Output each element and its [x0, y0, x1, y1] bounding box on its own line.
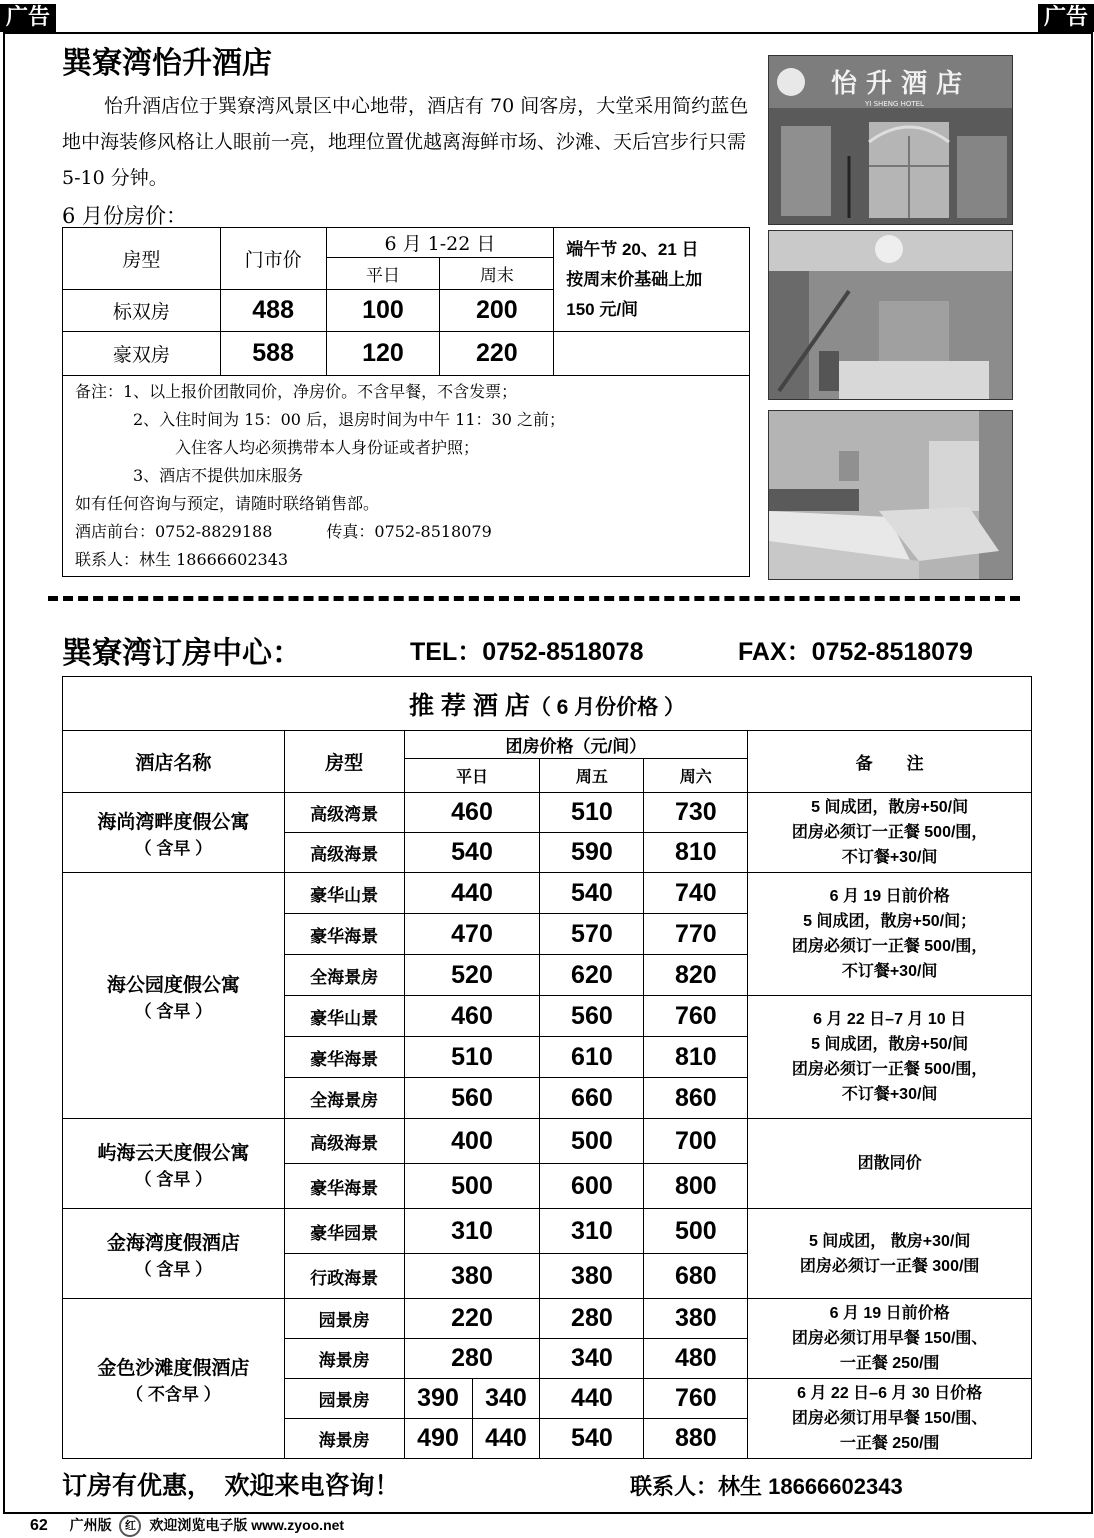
hotel-title: 巽寮湾怡升酒店 — [62, 46, 272, 81]
hotel-name-cell: 金海湾度假酒店 （ 含早 ） — [63, 1209, 285, 1299]
table-row: 金海湾度假酒店 （ 含早 ） 豪华园景 310 310 500 5 间成团， 散房+30/间 团房必须订一正餐 300/围 — [63, 1209, 1032, 1254]
recommended-hotels-table: 推 荐 酒 店（ 6 月份价格 ） 酒店名称 房型 团房价格（元/间） 备 注 平日 周五 周六 海尚湾畔度假公寓 （ 含早 ） 高级湾景 460 510 730 5 间成团，散房+50/间 团房必须订一正餐 500/围， 不订餐+30/间 高级海景 540 590 810 海公园度假公寓 （ 含早 ） 豪华山景 440 540 740 6 月 19 日前价格 5 间成团，散房+50/间； 团房必须订一正餐 500/围， 不订餐+30/间 豪华海景 470 570 770 全海景房 520 620 820 豪华山景 460 560 760 6 月 22 日–7 月 10 日 5 间成团，散房+50/间 团房必须订一正餐 500/围， 不订餐+30/间 豪华海景 510 610 810 全海景房 560 660 860 屿海云天度假公寓 （ 含早 ） 高级海景 400 500 700 团散同价 豪华海景 500 600 800 金海湾度假酒店 （ 含早 ） 豪华园景 310 310 500 5 间成团， 散房+30/间 团房必须订一正餐 300/围 行政海景 380 380 680 金色沙滩度假酒店 （ 不含早 ） 园景房 220 280 380 6 月 19 日前价格 团房必须订用早餐 150/围、 一正餐 250/围 海景房 280 340 480 园景房 390 340 440 760 6 月 22 日–6 月 30 日价格 团房必须订用早餐 150/围、 一正餐 250/围 海景房 490 440 540 880 — [62, 676, 1032, 1459]
badge-icon: 红 — [119, 1515, 141, 1537]
ad-label-right: 广告 — [1038, 4, 1094, 32]
booking-header — [62, 628, 1022, 671]
table-row: 高级海景 540 590 810 — [63, 833, 1032, 873]
table-row: 园景房 390 340 440 760 6 月 22 日–6 月 30 日价格 团房必须订用早餐 150/围、 一正餐 250/围 — [63, 1379, 1032, 1419]
remark-cell: 6 月 22 日–6 月 30 日价格 团房必须订用早餐 150/围、 一正餐 250/围 — [748, 1379, 1032, 1459]
booking-title: 巽寮湾订房中心： — [62, 636, 302, 671]
festival-note: 端午节 20、21 日 按周末价基础上加 150 元/间 — [554, 228, 750, 332]
remark-cell: 6 月 19 日前价格 5 间成团，散房+50/间； 团房必须订一正餐 500/围， 不订餐+30/间 — [748, 873, 1032, 996]
price-title: 6 月份房价： — [62, 204, 188, 228]
table-row: 豪华海景 500 600 800 — [63, 1164, 1032, 1209]
page-footer — [30, 1515, 344, 1537]
table-row: 行政海景 380 380 680 — [63, 1254, 1032, 1299]
table-row: 标双房 488 100 200 — [63, 290, 750, 332]
table-row: 豪华山景 460 560 760 6 月 22 日–7 月 10 日 5 间成团，散房+50/间 团房必须订一正餐 500/围， 不订餐+30/间 — [63, 996, 1032, 1037]
table-row: 全海景房 520 620 820 — [63, 955, 1032, 996]
remark-cell: 6 月 19 日前价格 团房必须订用早餐 150/围、 一正餐 250/围 — [748, 1299, 1032, 1379]
hotel-notes: 备注：1、以上报价团散同价，净房价。不含早餐，不含发票； 2、入住时间为 15：00 后，退房时间为中午 11：30 之前； 入住客人均必须携带本人身份证或者护照； 3、酒店不提供加床服务 如有任何咨询与预定，请随时联络销售部。 酒店前台：0752-8829188 传真：0752-8518079 联系人：林生 18666602343 — [63, 376, 750, 577]
booking-tel: TEL：0752-8518078 — [410, 638, 644, 666]
section-divider — [48, 596, 1020, 601]
edition: 广州版 — [69, 1517, 112, 1533]
ad-label-left: 广告 — [0, 4, 56, 32]
svg-text:YI SHENG HOTEL: YI SHENG HOTEL — [865, 100, 924, 108]
footer-slogan: 订房有优惠， 欢迎来电咨询！ — [62, 1472, 400, 1500]
slogan: 欢迎浏览电子版 — [149, 1517, 248, 1533]
site-url[interactable]: www.zyoo.net — [251, 1517, 345, 1533]
col-rack-rate: 门市价 — [220, 228, 326, 290]
table-row: 金色沙滩度假酒店 （ 不含早 ） 园景房 220 280 380 6 月 19 日前价格 团房必须订用早餐 150/围、 一正餐 250/围 — [63, 1299, 1032, 1339]
hotel-lobby-photo — [768, 230, 1013, 400]
table-row: 海景房 490 440 540 880 — [63, 1419, 1032, 1459]
remark-cell: 5 间成团， 散房+30/间 团房必须订一正餐 300/围 — [748, 1209, 1032, 1299]
page-number: 62 — [30, 1517, 48, 1534]
col-weekday: 平日 — [326, 258, 440, 290]
remark-cell: 团散同价 — [748, 1119, 1032, 1209]
col-weekend: 周末 — [440, 258, 554, 290]
hotel-intro: 怡升酒店位于巽寮湾风景区中心地带，酒店有 70 间客房，大堂采用简约蓝色地中海装修风格让人眼前一亮，地理位置优越离海鲜市场、沙滩、天后宫步行只需 5-10 分钟。 — [62, 95, 749, 189]
remark-cell: 6 月 22 日–7 月 10 日 5 间成团，散房+50/间 团房必须订一正餐 500/围， 不订餐+30/间 — [748, 996, 1032, 1119]
table-row: 海公园度假公寓 （ 含早 ） 豪华山景 440 540 740 6 月 19 日前价格 5 间成团，散房+50/间； 团房必须订一正餐 500/围， 不订餐+30/间 — [63, 873, 1032, 914]
hotel-facade-photo — [768, 55, 1013, 225]
table-row: 全海景房 560 660 860 — [63, 1078, 1032, 1119]
remark-cell: 5 间成团，散房+50/间 团房必须订一正餐 500/围， 不订餐+30/间 — [748, 793, 1032, 873]
table-row: 屿海云天度假公寓 （ 含早 ） 高级海景 400 500 700 团散同价 — [63, 1119, 1032, 1164]
table-row: 豪华海景 510 610 810 — [63, 1037, 1032, 1078]
table-row: 豪华海景 470 570 770 — [63, 914, 1032, 955]
hotel-name-cell: 金色沙滩度假酒店 （ 不含早 ） — [63, 1299, 285, 1459]
table-title: 推 荐 酒 店（ 6 月份价格 ） — [63, 677, 1032, 731]
hotel-name-cell: 海尚湾畔度假公寓 （ 含早 ） — [63, 793, 285, 873]
hotel-name-cell: 海公园度假公寓 （ 含早 ） — [63, 873, 285, 1119]
footer-contact: 联系人：林生 18666602343 — [630, 1474, 903, 1499]
table-row: 豪双房 588 120 220 — [63, 332, 750, 376]
col-room-type: 房型 — [63, 228, 221, 290]
booking-fax: FAX：0752-8518079 — [738, 638, 973, 666]
hotel-price-table — [62, 227, 750, 577]
hotel-room-photo — [768, 410, 1013, 580]
table-row: 海尚湾畔度假公寓 （ 含早 ） 高级湾景 460 510 730 5 间成团，散房+50/间 团房必须订一正餐 500/围， 不订餐+30/间 — [63, 793, 1032, 833]
col-period: 6 月 1-22 日 — [326, 228, 554, 258]
hotel-name-cell: 屿海云天度假公寓 （ 含早 ） — [63, 1119, 285, 1209]
svg-text:怡 升 酒 店: 怡 升 酒 店 — [831, 69, 963, 99]
table-row: 海景房 280 340 480 — [63, 1339, 1032, 1379]
